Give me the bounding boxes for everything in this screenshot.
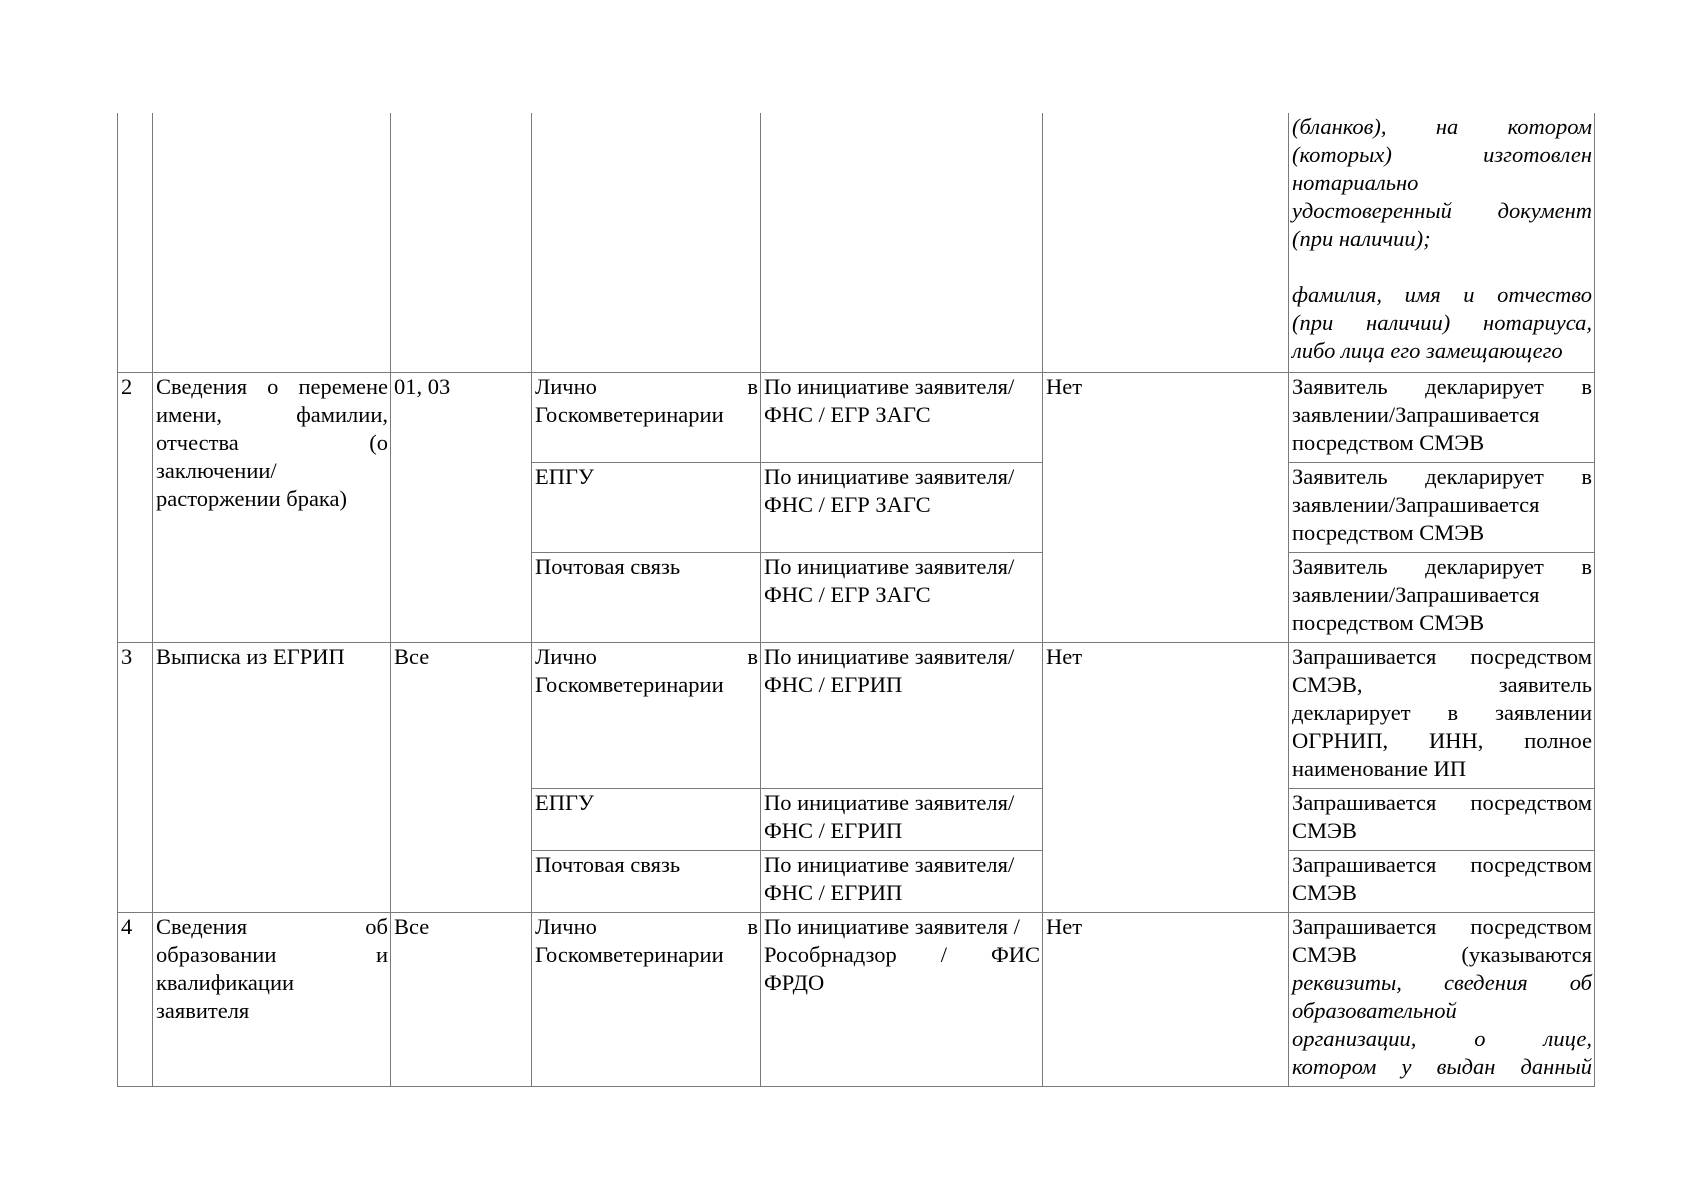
- text-line: Выписка из ЕГРИП: [156, 643, 345, 669]
- cell-source: [761, 113, 1043, 372]
- text-line: Запрашивается посредством: [1292, 913, 1592, 939]
- cell-method: [1289, 462, 1595, 552]
- cell-num: 3: [118, 642, 153, 912]
- cell-source: [761, 462, 1043, 552]
- text-line: ФНС / ЕГР ЗАГС: [764, 401, 931, 427]
- table-row: [118, 372, 1595, 462]
- cell-method: [1289, 850, 1595, 912]
- cell-source: [761, 850, 1043, 912]
- text-line: нотариально: [1292, 170, 1419, 195]
- table-row: [118, 912, 1595, 1086]
- cell-method: [1289, 372, 1595, 462]
- cell-channel: [532, 552, 761, 642]
- text-line: образовательной: [1292, 997, 1457, 1023]
- cell-num: 4: [118, 912, 153, 1086]
- text-line: заключении/: [156, 457, 277, 483]
- cell-dependency: [1043, 113, 1289, 372]
- text-line: ОГРНИП, ИНН, полное: [1292, 727, 1592, 753]
- cell-method: [1289, 552, 1595, 642]
- cell-channel: [532, 372, 761, 462]
- text-line: Заявитель декларирует в: [1292, 553, 1592, 579]
- cell-method: [1289, 788, 1595, 850]
- text-line: ФНС / ЕГРИП: [764, 817, 903, 843]
- cell-channel: [532, 642, 761, 788]
- text-line: отчества (о: [156, 429, 388, 455]
- text-line: заявителя: [156, 997, 250, 1023]
- text-line: По инициативе заявителя/: [764, 851, 1015, 877]
- text-line: Запрашивается посредством: [1292, 851, 1592, 877]
- text-line: фамилия, имя и отчество: [1292, 282, 1592, 307]
- text-line: (которых) изготовлен: [1292, 142, 1592, 167]
- text-line: Запрашивается посредством: [1292, 643, 1592, 669]
- text-line: Госкомветеринарии: [535, 671, 724, 697]
- text-line: Лично в: [535, 913, 758, 939]
- cell-method: [1289, 113, 1595, 372]
- cell-title: [153, 642, 391, 912]
- cell-num: 2: [118, 372, 153, 642]
- text-line: заявлении/Запрашивается: [1292, 581, 1540, 607]
- cell-title: [153, 372, 391, 642]
- text-line: По инициативе заявителя/: [764, 643, 1015, 669]
- text-line: СМЭВ: [1292, 817, 1357, 843]
- text-line: ЕПГУ: [535, 463, 594, 489]
- cell-codes: 01, 03: [391, 372, 532, 642]
- text-line: Запрашивается посредством: [1292, 789, 1592, 815]
- text-line: (бланков), на котором: [1292, 114, 1592, 139]
- text-line: По инициативе заявителя/: [764, 463, 1015, 489]
- text-line: образовании и: [156, 941, 388, 967]
- text-line: По инициативе заявителя /: [764, 913, 1020, 939]
- text-line: посредством СМЭВ: [1292, 429, 1485, 455]
- text-line: квалификации: [156, 969, 295, 995]
- cell-channel: [532, 912, 761, 1086]
- text-line: Госкомветеринарии: [535, 401, 724, 427]
- text-line: реквизиты, сведения об: [1292, 969, 1592, 995]
- text-line: Почтовая связь: [535, 553, 681, 579]
- text-line: СМЭВ: [1292, 879, 1357, 905]
- text-line: имени, фамилии,: [156, 401, 388, 427]
- cell-dependency: Нет: [1043, 372, 1289, 642]
- cell-channel: [532, 462, 761, 552]
- text-line: котором у выдан данный: [1292, 1053, 1592, 1079]
- cell-num: [118, 113, 153, 372]
- cell-source: [761, 912, 1043, 1086]
- text-line: Рособрнадзор / ФИС: [764, 941, 1040, 967]
- text-line: ФНС / ЕГРИП: [764, 671, 903, 697]
- text-line: Заявитель декларирует в: [1292, 373, 1592, 399]
- text-line: заявлении/Запрашивается: [1292, 491, 1540, 517]
- cell-source: [761, 642, 1043, 788]
- cell-codes: Все: [391, 642, 532, 912]
- text-line: Лично в: [535, 373, 758, 399]
- text-line: Госкомветеринарии: [535, 941, 724, 967]
- text-line: (при наличии) нотариуса,: [1292, 310, 1592, 335]
- cell-method: [1289, 642, 1595, 788]
- table-row: [118, 642, 1595, 788]
- text-line: посредством СМЭВ: [1292, 519, 1485, 545]
- text-line: Сведения об: [156, 913, 388, 939]
- table-row: [118, 113, 1595, 372]
- cell-channel: [532, 113, 761, 372]
- text-line: ФРДО: [764, 969, 825, 995]
- text-line: заявлении/Запрашивается: [1292, 401, 1540, 427]
- text-line: организации, о лице,: [1292, 1025, 1592, 1051]
- cell-title: [153, 113, 391, 372]
- text-line: (при наличии);: [1292, 226, 1431, 251]
- text-line: декларирует в заявлении: [1292, 699, 1592, 725]
- text-line: расторжении брака): [156, 485, 347, 511]
- text-line: По инициативе заявителя/: [764, 789, 1015, 815]
- blank-line: [1292, 253, 1592, 281]
- text-line: либо лица его замещающего: [1292, 338, 1563, 363]
- text-line: удостоверенный документ: [1292, 198, 1592, 223]
- cell-method: [1289, 912, 1595, 1086]
- text-line: ФНС / ЕГР ЗАГС: [764, 581, 931, 607]
- cell-source: [761, 552, 1043, 642]
- text-line: Почтовая связь: [535, 851, 681, 877]
- text-line: Сведения о перемене: [156, 373, 388, 399]
- text-line: По инициативе заявителя/: [764, 553, 1015, 579]
- text-line: ФНС / ЕГР ЗАГС: [764, 491, 931, 517]
- cell-channel: [532, 788, 761, 850]
- text-line: ЕПГУ: [535, 789, 594, 815]
- text-line: наименование ИП: [1292, 755, 1467, 781]
- cell-channel: [532, 850, 761, 912]
- cell-source: [761, 372, 1043, 462]
- text-line: ФНС / ЕГРИП: [764, 879, 903, 905]
- cell-source: [761, 788, 1043, 850]
- text-line: посредством СМЭВ: [1292, 609, 1485, 635]
- text-line: По инициативе заявителя/: [764, 373, 1015, 399]
- cell-codes: [391, 113, 532, 372]
- text-line: СМЭВ, заявитель: [1292, 671, 1592, 697]
- text-line: Заявитель декларирует в: [1292, 463, 1592, 489]
- cell-title: [153, 912, 391, 1086]
- requirements-table: [117, 113, 1595, 1087]
- text-line: СМЭВ (указываются: [1292, 941, 1592, 967]
- cell-dependency: Нет: [1043, 642, 1289, 912]
- cell-codes: Все: [391, 912, 532, 1086]
- text-line: Лично в: [535, 643, 758, 669]
- cell-dependency: Нет: [1043, 912, 1289, 1086]
